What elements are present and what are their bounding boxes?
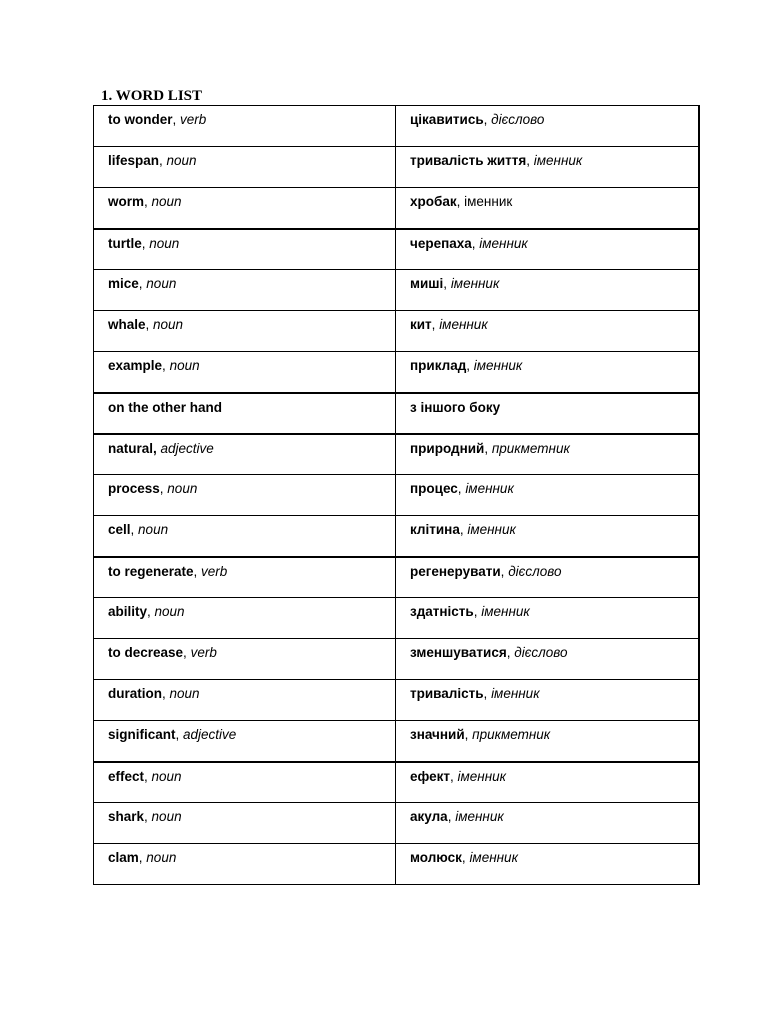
separator: , bbox=[526, 153, 534, 168]
table-row bbox=[94, 311, 699, 352]
term: значний bbox=[410, 727, 465, 742]
ukrainian-translation-cell bbox=[396, 106, 699, 147]
separator: , bbox=[193, 563, 202, 579]
part-of-speech: noun bbox=[146, 850, 177, 865]
part-of-speech: noun bbox=[169, 686, 200, 701]
table-row bbox=[94, 762, 699, 803]
term: акула bbox=[410, 809, 448, 824]
separator: , bbox=[145, 317, 154, 332]
ukrainian-translation-cell bbox=[396, 721, 699, 762]
english-word-cell bbox=[94, 352, 396, 393]
separator: , bbox=[183, 645, 191, 660]
part-of-speech: дієслово bbox=[491, 112, 545, 127]
english-word-cell bbox=[94, 598, 396, 639]
part-of-speech: іменник bbox=[469, 850, 518, 865]
english-word-cell bbox=[94, 270, 396, 311]
part-of-speech: verb bbox=[190, 645, 217, 660]
table-row bbox=[94, 270, 699, 311]
part-of-speech: іменник bbox=[455, 809, 504, 824]
ukrainian-translation-cell bbox=[396, 639, 699, 680]
separator: , bbox=[443, 276, 451, 291]
part-of-speech: іменник bbox=[481, 604, 530, 619]
term: worm bbox=[108, 194, 145, 209]
ukrainian-translation-cell bbox=[396, 229, 699, 270]
separator: , bbox=[141, 235, 150, 251]
english-word-cell bbox=[94, 721, 396, 762]
term: зменшуватися bbox=[410, 645, 507, 660]
part-of-speech: noun bbox=[151, 768, 182, 784]
part-of-speech: noun bbox=[153, 317, 184, 332]
ukrainian-translation-cell bbox=[396, 680, 699, 721]
term: duration bbox=[108, 686, 162, 701]
part-of-speech: noun bbox=[138, 522, 169, 537]
table-row bbox=[94, 393, 699, 434]
table-row bbox=[94, 516, 699, 557]
ukrainian-translation-cell bbox=[396, 188, 699, 229]
term: on the other hand bbox=[108, 399, 222, 415]
ukrainian-translation-cell bbox=[396, 434, 699, 475]
part-of-speech: noun bbox=[151, 194, 182, 209]
ukrainian-translation-cell bbox=[396, 393, 699, 434]
table-row bbox=[94, 434, 699, 475]
separator: , bbox=[506, 645, 515, 660]
table-row bbox=[94, 803, 699, 844]
ukrainian-translation-cell bbox=[396, 762, 699, 803]
separator: , bbox=[172, 112, 181, 127]
english-word-cell bbox=[94, 844, 396, 885]
separator: , bbox=[130, 522, 139, 537]
ukrainian-translation-cell bbox=[396, 516, 699, 557]
term: клітина bbox=[410, 522, 460, 537]
english-word-cell bbox=[94, 475, 396, 516]
part-of-speech: дієслово bbox=[514, 645, 568, 660]
separator: , bbox=[466, 358, 474, 373]
english-word-cell bbox=[94, 557, 396, 598]
part-of-speech: іменник bbox=[491, 686, 540, 701]
part-of-speech: adjective bbox=[183, 727, 237, 742]
term: cell bbox=[108, 522, 131, 537]
part-of-speech: іменник bbox=[473, 358, 523, 373]
english-word-cell bbox=[94, 434, 396, 475]
table-row bbox=[94, 229, 699, 270]
part-of-speech: noun bbox=[146, 276, 177, 291]
separator: , bbox=[461, 850, 470, 865]
term: whale bbox=[108, 317, 146, 332]
separator: , bbox=[447, 809, 456, 824]
term: здатність bbox=[410, 604, 474, 619]
english-word-cell bbox=[94, 639, 396, 680]
part-of-speech: noun bbox=[154, 604, 185, 619]
separator: , bbox=[450, 768, 458, 784]
word-list-table bbox=[93, 105, 700, 885]
part-of-speech: іменник bbox=[464, 194, 513, 209]
separator: , bbox=[144, 809, 152, 824]
term: shark bbox=[108, 809, 145, 824]
ukrainian-translation-cell bbox=[396, 311, 699, 352]
separator: , bbox=[484, 440, 492, 456]
part-of-speech: noun bbox=[169, 358, 200, 373]
part-of-speech: прикметник bbox=[472, 727, 551, 742]
separator: , bbox=[431, 317, 440, 332]
table-row bbox=[94, 598, 699, 639]
term: тривалість життя bbox=[410, 153, 527, 168]
term: кит bbox=[410, 317, 432, 332]
separator: , bbox=[159, 153, 167, 168]
ukrainian-translation-cell bbox=[396, 598, 699, 639]
term: mice bbox=[108, 276, 139, 291]
english-word-cell bbox=[94, 188, 396, 229]
term: молюск bbox=[410, 850, 462, 865]
term: приклад bbox=[410, 358, 467, 373]
separator: , bbox=[138, 276, 147, 291]
part-of-speech: noun bbox=[149, 235, 180, 251]
part-of-speech: іменник bbox=[467, 522, 516, 537]
term: тривалість bbox=[410, 686, 484, 701]
term: to regenerate bbox=[108, 563, 194, 579]
term: ефект bbox=[410, 768, 451, 784]
word-list-body bbox=[94, 106, 699, 885]
separator: , bbox=[159, 481, 168, 496]
table-row bbox=[94, 844, 699, 885]
part-of-speech: дієслово bbox=[508, 563, 562, 579]
separator: , bbox=[144, 194, 152, 209]
term: example bbox=[108, 358, 163, 373]
separator: , bbox=[144, 768, 152, 784]
table-row bbox=[94, 352, 699, 393]
table-row bbox=[94, 147, 699, 188]
english-word-cell bbox=[94, 311, 396, 352]
part-of-speech: noun bbox=[167, 481, 198, 496]
separator: , bbox=[147, 604, 155, 619]
english-word-cell bbox=[94, 106, 396, 147]
english-word-cell bbox=[94, 147, 396, 188]
separator: , bbox=[464, 727, 473, 742]
term: процес bbox=[410, 481, 458, 496]
term: effect bbox=[108, 768, 145, 784]
english-word-cell bbox=[94, 803, 396, 844]
part-of-speech: іменник bbox=[450, 276, 500, 291]
term: природний bbox=[410, 440, 485, 456]
table-row bbox=[94, 188, 699, 229]
term: ability bbox=[108, 604, 148, 619]
separator: , bbox=[175, 727, 184, 742]
table-row bbox=[94, 475, 699, 516]
table-row bbox=[94, 106, 699, 147]
part-of-speech: іменник bbox=[457, 768, 507, 784]
term: turtle bbox=[108, 235, 142, 251]
part-of-speech: noun bbox=[151, 809, 182, 824]
separator: , bbox=[162, 358, 170, 373]
part-of-speech: іменник bbox=[465, 481, 514, 496]
ukrainian-translation-cell bbox=[396, 147, 699, 188]
separator: , bbox=[138, 850, 147, 865]
separator: , bbox=[459, 522, 468, 537]
part-of-speech: прикметник bbox=[491, 440, 570, 456]
part-of-speech: verb bbox=[201, 563, 228, 579]
part-of-speech: іменник bbox=[479, 235, 528, 251]
english-word-cell bbox=[94, 516, 396, 557]
part-of-speech: noun bbox=[166, 153, 197, 168]
ukrainian-translation-cell bbox=[396, 557, 699, 598]
ukrainian-translation-cell bbox=[396, 352, 699, 393]
term: significant bbox=[108, 727, 176, 742]
term: to wonder bbox=[108, 112, 173, 127]
english-word-cell bbox=[94, 229, 396, 270]
table-row bbox=[94, 721, 699, 762]
term: to decrease bbox=[108, 645, 184, 660]
separator: , bbox=[483, 112, 492, 127]
term: з іншого боку bbox=[410, 399, 501, 415]
term: natural, bbox=[108, 440, 157, 456]
ukrainian-translation-cell bbox=[396, 475, 699, 516]
separator: , bbox=[473, 604, 482, 619]
term: регенерувати bbox=[410, 563, 501, 579]
page-title: 1. WORD LIST bbox=[101, 88, 203, 104]
english-word-cell bbox=[94, 393, 396, 434]
part-of-speech: adjective bbox=[160, 440, 214, 456]
ukrainian-translation-cell bbox=[396, 803, 699, 844]
part-of-speech: іменник bbox=[533, 153, 583, 168]
term: черепаха bbox=[410, 235, 472, 251]
ukrainian-translation-cell bbox=[396, 270, 699, 311]
separator: , bbox=[471, 235, 480, 251]
separator: , bbox=[456, 194, 465, 209]
ukrainian-translation-cell bbox=[396, 844, 699, 885]
term: цікавитись bbox=[410, 112, 484, 127]
term: lifespan bbox=[108, 153, 160, 168]
part-of-speech: verb bbox=[180, 112, 207, 127]
table-row bbox=[94, 557, 699, 598]
english-word-cell bbox=[94, 680, 396, 721]
separator: , bbox=[162, 686, 170, 701]
table-row bbox=[94, 639, 699, 680]
english-word-cell bbox=[94, 762, 396, 803]
term: хробак bbox=[410, 194, 457, 209]
term: миші bbox=[410, 276, 444, 291]
separator: , bbox=[457, 481, 466, 496]
separator: , bbox=[500, 563, 509, 579]
separator: , bbox=[483, 686, 492, 701]
term: process bbox=[108, 481, 160, 496]
part-of-speech: іменник bbox=[439, 317, 488, 332]
table-row bbox=[94, 680, 699, 721]
term: clam bbox=[108, 850, 139, 865]
